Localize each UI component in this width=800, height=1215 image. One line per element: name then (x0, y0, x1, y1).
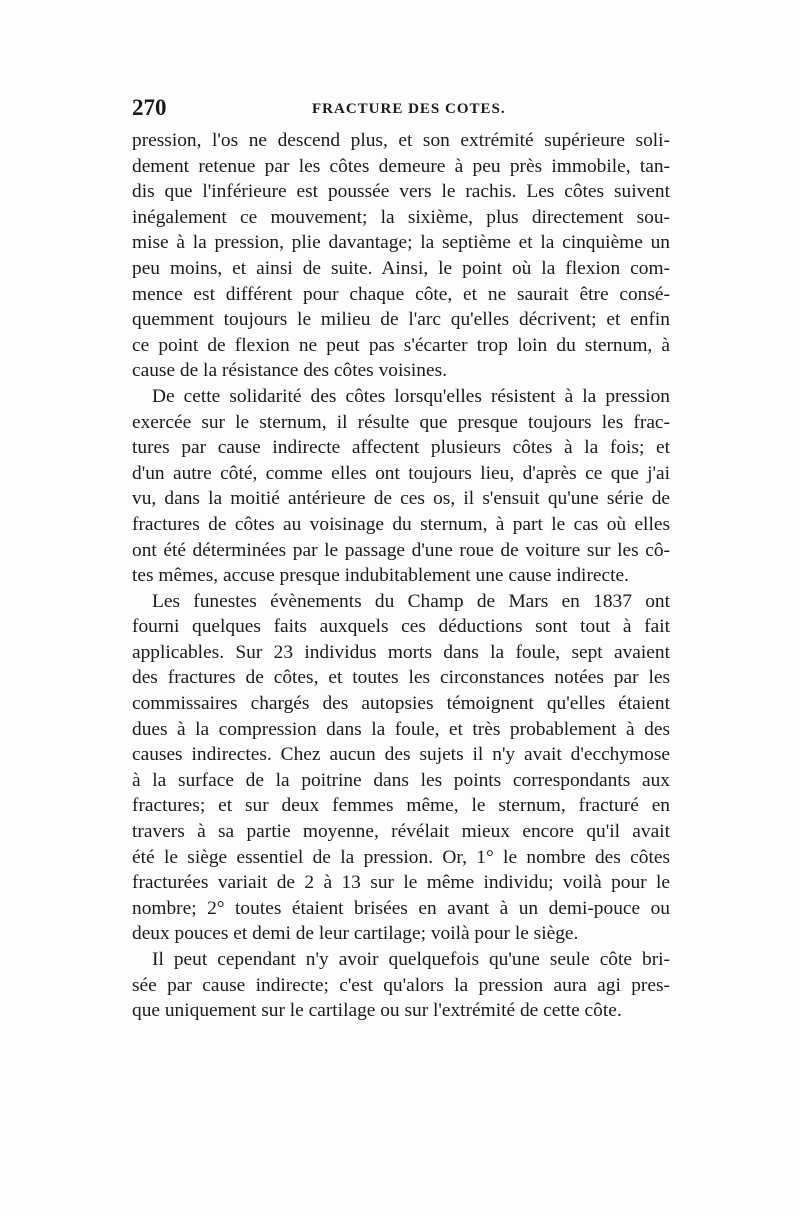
text-line: causes indirectes. Chez aucun des sujets il n'y avait d'ecchymose (132, 744, 670, 766)
paragraph (132, 589, 670, 947)
text-line: d'un autre côté, comme elles ont toujours lieu, d'après ce que j'ai (132, 462, 670, 484)
text-line: applicables. Sur 23 individus morts dans la foule, sept avaient (132, 641, 670, 663)
text-line: vu, dans la moitié antérieure de ces os, il s'ensuit qu'une série de (132, 488, 670, 510)
text-line: sée par cause indirecte; c'est qu'alors la pression aura agi pres- (132, 974, 670, 996)
paragraph (132, 128, 670, 384)
body-text (132, 128, 670, 1024)
text-line: Il peut cependant n'y avoir quelquefois qu'une seule côte bri- (152, 949, 670, 970)
text-line: pression, l'os ne descend plus, et son extrémité supérieure soli- (132, 130, 670, 151)
text-line: à la surface de la poitrine dans les points correspondants aux (132, 769, 670, 791)
text-line: quemment toujours le milieu de l'arc qu'elles décrivent; et enfin (132, 309, 670, 331)
text-line: dis que l'inférieure est poussée vers le rachis. Les côtes suivent (132, 181, 670, 203)
text-line: fracturées variait de 2 à 13 sur le même individu; voilà pour le (132, 872, 670, 894)
text-line: fractures; et sur deux femmes même, le sternum, fracturé en (132, 795, 670, 817)
text-line: dues à la compression dans la foule, et très probablement à des (132, 718, 670, 740)
paragraph (132, 947, 670, 1024)
text-line: des fractures de côtes, et toutes les circonstances notées par les (132, 667, 670, 689)
text-line: nombre; 2° toutes étaient brisées en avant à un demi-pouce ou (132, 897, 670, 919)
text-line: commissaires chargés des autopsies témoignent qu'elles étaient (132, 693, 670, 715)
text-line: ont été déterminées par le passage d'une roue de voiture sur les cô- (132, 539, 670, 561)
text-line: mise à la pression, plie davantage; la septième et la cinquième un (132, 232, 670, 254)
text-line: dement retenue par les côtes demeure à peu près immobile, tan- (132, 155, 670, 177)
text-line: Les funestes évènements du Champ de Mars en 1837 ont (152, 590, 670, 612)
text-line: exercée sur le sternum, il résulte que presque toujours les frac- (132, 411, 670, 433)
page-number: 270 (132, 95, 167, 120)
text-line: tes mêmes, accuse presque indubitablement une cause indirecte. (132, 565, 629, 587)
running-title: FRACTURE DES COTES. (312, 101, 506, 117)
text-line: De cette solidarité des côtes lorsqu'elles résistent à la pression (152, 385, 670, 407)
text-line: cause de la résistance des côtes voisines. (132, 360, 447, 382)
text-line: fractures de côtes au voisinage du sternum, à part le cas où elles (132, 513, 670, 535)
text-line: mence est différent pour chaque côte, et ne saurait être consé- (132, 283, 670, 305)
text-line: travers à sa partie moyenne, révélait mieux encore qu'il avait (132, 821, 670, 843)
text-line: que uniquement sur le cartilage ou sur l'extrémité de cette côte. (132, 1000, 622, 1022)
text-line: inégalement ce mouvement; la sixième, plus directement sou- (132, 206, 670, 228)
paragraph (132, 384, 670, 589)
text-line: peu moins, et ainsi de suite. Ainsi, le point où la flexion com- (132, 257, 670, 279)
text-line: fourni quelques faits auxquels ces déductions sont tout à fait (132, 616, 670, 638)
text-line: deux pouces et demi de leur cartilage; voilà pour le siège. (132, 923, 579, 945)
text-line: ce point de flexion ne peut pas s'écarter trop loin du sternum, à (132, 334, 670, 356)
text-line: tures par cause indirecte affectent plusieurs côtes à la fois; et (132, 437, 670, 459)
running-head (132, 93, 670, 123)
text-line: été le siège essentiel de la pression. Or, 1° le nombre des côtes (132, 846, 670, 868)
